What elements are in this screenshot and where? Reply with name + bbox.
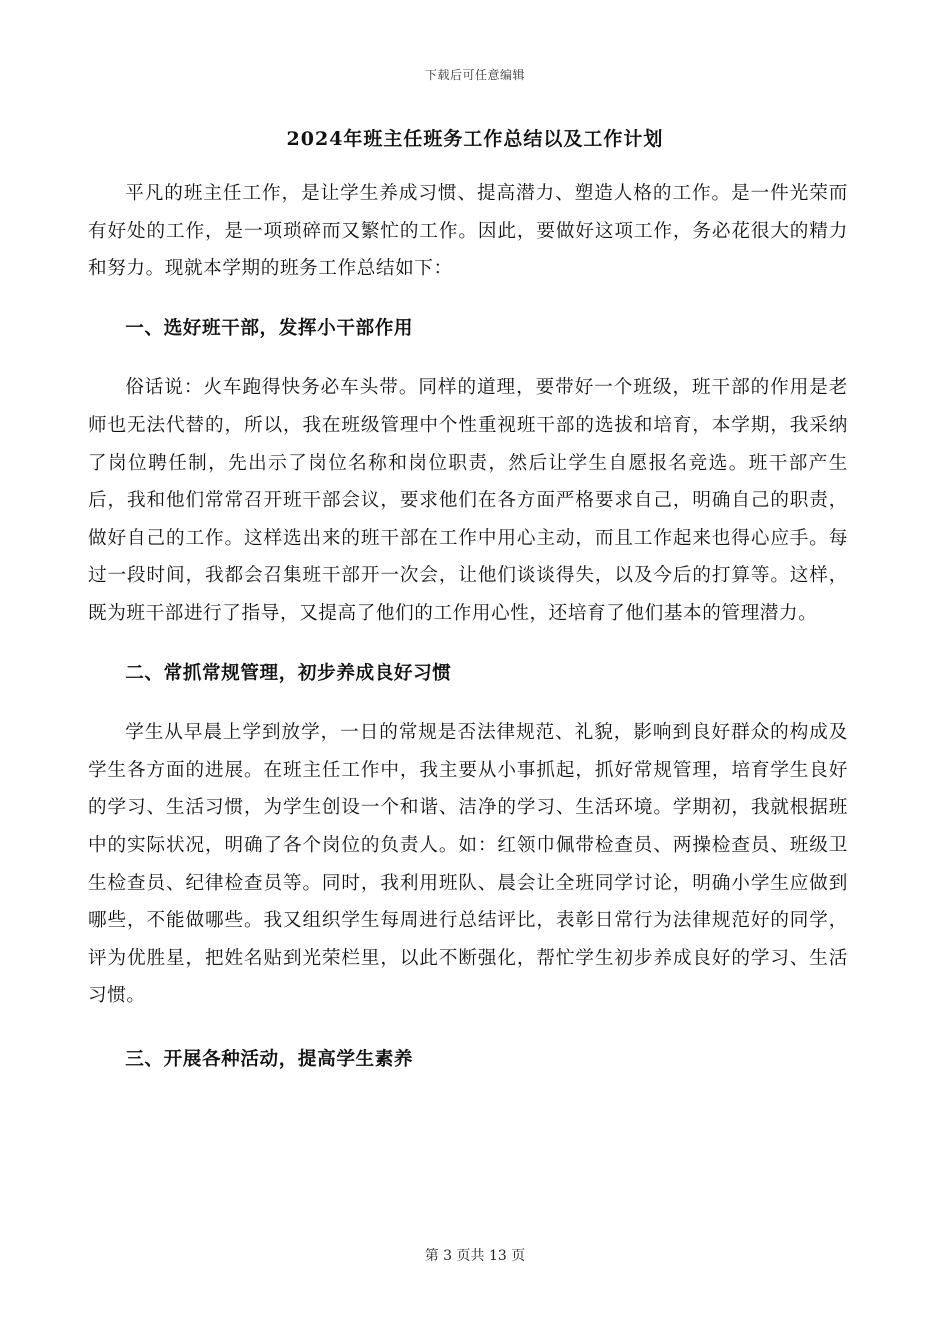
section-1-heading: 一、选好班干部，发挥小干部作用 [125, 317, 414, 339]
header-note: 下载后可任意编辑 [424, 68, 525, 82]
section-3-heading: 三、开展各种活动，提高学生素养 [125, 1048, 414, 1070]
section-1-paragraph: 俗话说：火车跑得快务必车头带。同样的道理，要带好一个班级，班干部的作用是老师也无法代替的，所以，我在班级管理中个性重视班干部的选拔和培育，本学期，我采纳了岗位聘任制，先出示了岗位名称和岗位职责，然后让学生自愿报名竞选。班干部产生后，我和他们常常召开班干部会议，要求他们在各方面严格要求自己，明确自己的职责，做好自己的工作。这样选出来的班干部在工作中用心主动，而且工作起来也得心应手。每过一段时间，我都会召集班干部开一次会，让他们谈谈得失，以及今后的打算等。这样，既为班干部进行了指导，又提高了他们的工作用心性，还培育了他们基本的管理潜力。 [88, 377, 848, 624]
intro-paragraph: 平凡的班主任工作，是让学生养成习惯、提高潜力、塑造人格的工作。是一件光荣而有好处的工作，是一项琐碎而又繁忙的工作。因此，要做好这项工作，务必花很大的精力和努力。现就本学期的班务工作总结如下： [88, 183, 848, 280]
section-2-heading: 二、常抓常规管理，初步养成良好习惯 [125, 662, 452, 684]
document-title: 2024年班主任班务工作总结以及工作计划 [286, 128, 664, 150]
section-2-paragraph: 学生从早晨上学到放学，一日的常规是否法律规范、礼貌，影响到良好群众的构成及学生各方面的进展。在班主任工作中，我主要从小事抓起，抓好常规管理，培育学生良好的学习、生活习惯，为学生创设一个和谐、洁净的学习、生活环境。学期初，我就根据班中的实际状况，明确了各个岗位的负责人。如：红领巾佩带检查员、两操检查员、班级卫生检查员、纪律检查员等。同时，我利用班队、晨会让全班同学讨论，明确小学生应做到哪些，不能做哪些。我又组织学生每周进行总结评比，表彰日常行为法律规范好的同学，评为优胜星，把姓名贴到光荣栏里，以此不断强化，帮忙学生初步养成良好的学习、生活习惯。 [88, 722, 848, 1007]
document-body [88, 175, 848, 1100]
page-indicator: 第 3 页共 13 页 [424, 1248, 526, 1264]
